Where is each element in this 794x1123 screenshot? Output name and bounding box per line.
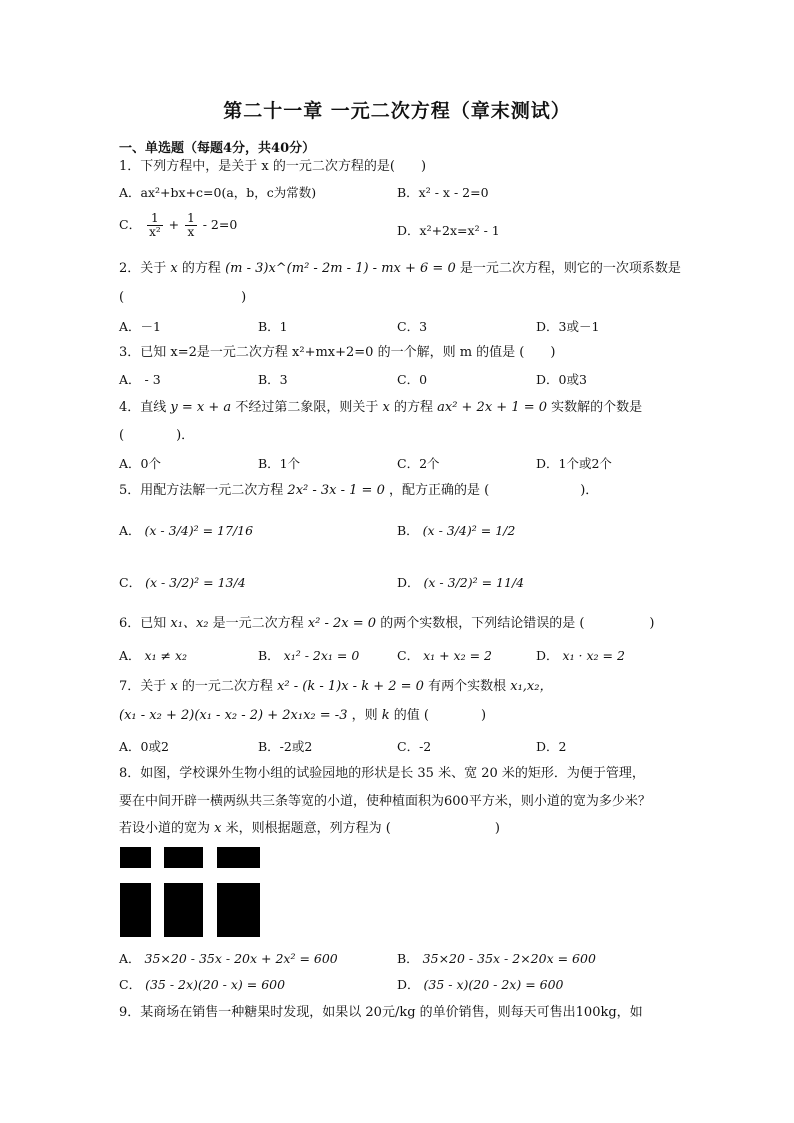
question-4-option-b: B．1个 (258, 456, 301, 471)
question-6-stem (119, 615, 654, 633)
question-3-option-a: A． - 3 (119, 372, 161, 387)
garden-plot (164, 883, 203, 937)
text: 的方程 (393, 400, 433, 415)
option-label: C． (119, 217, 142, 232)
denominator: x (187, 225, 195, 239)
page-title: 第二十一章 一元二次方程（章末测试） (223, 100, 571, 122)
question-7-option-d: D．2 (536, 739, 567, 754)
math-equation: (x - 3/2)² = 11/4 (423, 575, 525, 590)
option-label: D． (397, 575, 420, 590)
math-equation: (35 - x)(20 - 2x) = 600 (423, 977, 564, 992)
option-label: C． (119, 977, 142, 992)
text: 的两个实数根，下列结论错误的是 ( ) (380, 616, 655, 631)
question-5-stem (119, 482, 598, 500)
text: 米，则根据题意，列方程为 ( ) (225, 821, 500, 836)
question-8-option-d (397, 976, 564, 994)
garden-plot (120, 847, 151, 868)
text: 的值 ( ) (393, 708, 487, 723)
question-5-option-b (397, 522, 515, 540)
question-8-line-2: 要在中间开辟一横两纵共三条等宽的小道，使种植面积为600平方米，则小道的宽为多少米？ (119, 794, 651, 809)
question-6-option-d (536, 647, 625, 665)
text: ，配方正确的是 ( )． (389, 483, 599, 498)
question-2-stem (119, 260, 681, 278)
question-1-option-b: B．x² - x - 2=0 (397, 185, 489, 200)
option-label: D． (536, 648, 559, 663)
question-5-option-c (119, 574, 246, 592)
garden-plot (164, 847, 203, 868)
question-1-stem: 1．下列方程中，是关于 x 的一元二次方程的是( ) (119, 159, 427, 174)
math-equation: x₁ · x₂ = 2 (562, 648, 625, 663)
question-3-stem: 3．已知 x=2是一元二次方程 x²+mx+2=0 的一个解，则 m 的值是 ( ) (119, 345, 556, 360)
math-equation: (m - 3)x^(m² - 2m - 1) - mx + 6 = 0 (225, 261, 456, 276)
math-equation: (x₁ - x₂ + 2)(x₁ - x₂ - 2) + 2x₁x₂ = -3 (119, 708, 348, 723)
math-var: x (170, 261, 178, 276)
math-var: x₁、x₂ (170, 616, 209, 631)
fraction (147, 212, 163, 239)
question-8-option-c (119, 976, 285, 994)
garden-plot (120, 883, 151, 937)
question-7-condition (119, 707, 486, 725)
question-4-blank: ( )． (119, 428, 195, 443)
question-2-option-b: B．1 (258, 319, 288, 334)
math-equation: ax² + 2x + 1 = 0 (437, 400, 548, 415)
math-equation: x₁² - 2x₁ = 0 (283, 648, 360, 663)
question-7-option-c: C．-2 (397, 739, 432, 754)
option-label: B． (258, 648, 280, 663)
operator: + (168, 217, 180, 232)
math-var: x (214, 821, 222, 836)
question-8-option-a (119, 950, 338, 968)
question-2-option-d: D．3或－1 (536, 319, 600, 334)
math-equation: (x - 3/4)² = 1/2 (422, 523, 516, 538)
question-3-option-d: D．0或3 (536, 372, 587, 387)
question-4-option-a: A．0个 (119, 456, 161, 471)
section-heading: 一、单选题（每题4分，共40分） (119, 141, 316, 156)
math-var: k (381, 708, 390, 723)
math-equation: x₁ ≠ x₂ (144, 648, 188, 663)
math-var: x (382, 400, 390, 415)
option-label: A． (119, 648, 141, 663)
question-9-line-1: 9．某商场在销售一种糖果时发现，如果以 20元/kg 的单价销售，则每天可售出100kg，如 (119, 1005, 643, 1020)
question-2-option-a: A．－1 (119, 319, 161, 334)
question-4-option-d: D．1个或2个 (536, 456, 612, 471)
garden-plot (217, 883, 260, 937)
math-equation: x² - 2x = 0 (307, 616, 377, 631)
option-label: D． (397, 977, 420, 992)
text: 4．直线 (119, 400, 167, 415)
question-8-line-3 (119, 820, 500, 838)
question-6-option-a (119, 647, 187, 665)
math-equation: (x - 3/2)² = 13/4 (145, 575, 246, 590)
text: 5．用配方法解一元二次方程 (119, 483, 284, 498)
math-equation: x² - (k - 1)x - k + 2 = 0 (277, 679, 424, 694)
math-equation: 35×20 - 35x - 20x + 2x² = 600 (144, 951, 338, 966)
garden-plot (217, 847, 260, 868)
fraction (185, 212, 197, 239)
math-var: x (170, 679, 178, 694)
option-text: - 2=0 (202, 217, 238, 232)
option-label: A． (119, 523, 141, 538)
text: 若设小道的宽为 (119, 821, 211, 836)
text: 不经过第二象限，则关于 (235, 400, 379, 415)
numerator: 1 (187, 211, 195, 225)
question-8-line-1: 8．如图，学校课外生物小组的试验园地的形状是长 35 米、宽 20 米的矩形．为便于管理， (119, 766, 645, 781)
question-8-option-b (397, 950, 596, 968)
question-2-blank: ( ) (119, 290, 247, 305)
text: 实数解的个数是 (551, 400, 643, 415)
text: 的方程 (181, 261, 221, 276)
text: 是一元二次方程，则它的一次项系数是 (459, 261, 681, 276)
option-label: C． (397, 648, 420, 663)
math-equation: (x - 3/4)² = 17/16 (144, 523, 254, 538)
math-equation: 2x² - 3x - 1 = 0 (287, 483, 385, 498)
question-5-option-a (119, 522, 253, 540)
option-label: B． (397, 523, 419, 538)
math-var: x₁,x₂， (510, 679, 553, 694)
math-equation: y = x + a (170, 400, 232, 415)
question-7-option-b: B．-2或2 (258, 739, 313, 754)
text: 的一元二次方程 (181, 679, 273, 694)
denominator: x² (149, 225, 161, 239)
text: 有两个实数根 (428, 679, 507, 694)
question-1-option-c (119, 212, 237, 239)
math-equation: (35 - 2x)(20 - x) = 600 (145, 977, 286, 992)
text: 7．关于 (119, 679, 167, 694)
question-6-option-c (397, 647, 492, 665)
question-2-option-c: C．3 (397, 319, 428, 334)
option-label: B． (397, 951, 419, 966)
text: 6．已知 (119, 616, 167, 631)
question-3-option-b: B．3 (258, 372, 288, 387)
question-1-option-d: D．x²+2x=x² - 1 (397, 223, 500, 238)
question-6-option-b (258, 647, 359, 665)
option-label: A． (119, 951, 141, 966)
math-equation: x₁ + x₂ = 2 (423, 648, 492, 663)
question-4-stem (119, 399, 642, 417)
numerator: 1 (147, 212, 163, 226)
question-7-option-a: A．0或2 (119, 739, 169, 754)
question-3-option-c: C．0 (397, 372, 428, 387)
question-4-option-c: C．2个 (397, 456, 440, 471)
question-7-stem (119, 678, 552, 696)
text: 2．关于 (119, 261, 167, 276)
question-5-option-d (397, 574, 524, 592)
option-label: C． (119, 575, 142, 590)
text: ，则 (351, 708, 378, 723)
question-1-option-a: A．ax²+bx+c=0(a，b，c为常数) (119, 185, 317, 200)
text: 是一元二次方程 (212, 616, 304, 631)
math-equation: 35×20 - 35x - 2×20x = 600 (422, 951, 596, 966)
